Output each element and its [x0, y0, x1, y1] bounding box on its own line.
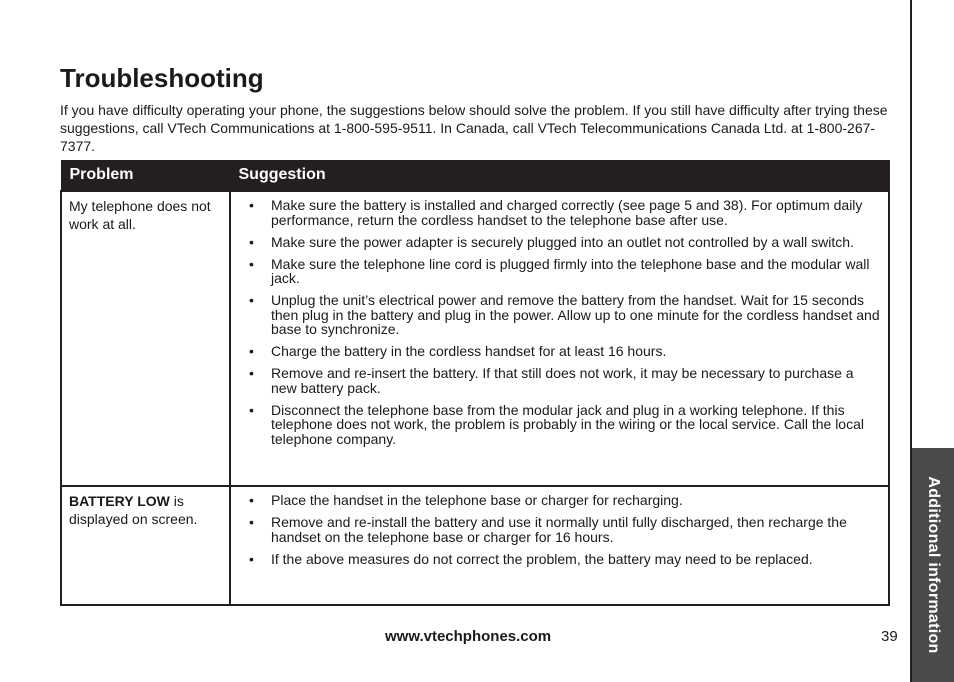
bullet-icon: •: [249, 343, 254, 359]
bullet-icon: •: [249, 514, 254, 530]
bullet-icon: •: [249, 492, 254, 508]
bullet-icon: •: [249, 197, 254, 213]
page-number: 39: [881, 628, 898, 645]
list-item: [231, 235, 882, 250]
list-item: [231, 293, 882, 337]
suggestion-cell: [230, 191, 889, 486]
list-item: [231, 552, 882, 567]
intro-paragraph: If you have difficulty operating your phone, the suggestions below should solve the problem. If you still have difficulty after trying these suggestions, call VTech Communications at 1-800-595-9511. In Canada, call VTech Telecommunications Canada Ltd. at 1-800-267-7377.: [60, 102, 888, 154]
bullet-icon: •: [249, 365, 254, 381]
bullet-icon: •: [249, 550, 254, 567]
table-row: [61, 486, 889, 605]
page-title: Troubleshooting: [60, 63, 264, 93]
header-problem: Problem: [61, 160, 230, 191]
problem-cell: [61, 486, 230, 605]
problem-text: is displayed on screen.: [69, 493, 198, 527]
list-item: [231, 257, 882, 286]
list-item: [231, 493, 882, 508]
suggestion-text: Unplug the unit’s electrical power and remove the battery from the handset. Wait for 15 seconds then plug in the battery and plug in the power. Allow up to one minute for the cordless handset and base to synchronize.: [271, 292, 880, 337]
bullet-icon: •: [249, 233, 254, 250]
suggestion-text: If the above measures do not correct the problem, the battery may need to be replaced.: [271, 550, 813, 567]
footer-website-link[interactable]: www.vtechphones.com: [385, 628, 552, 645]
suggestion-text: Make sure the battery is installed and charged correctly (see page 5 and 38). For optimum daily performance, return the cordless handset to the telephone base after use.: [271, 197, 863, 228]
header-suggestion: Suggestion: [230, 160, 889, 191]
suggestion-text: Remove and re-install the battery and use it normally until fully discharged, then recharge the handset on the telephone base or charger for 16 hours.: [271, 514, 847, 545]
table-row: [61, 191, 889, 486]
suggestion-list: [231, 198, 882, 446]
suggestion-text: Remove and re-insert the battery. If that still does not work, it may be necessary to purchase a new battery pack.: [271, 365, 854, 396]
list-item: [231, 366, 882, 395]
problem-cell: [61, 191, 230, 486]
list-item: [231, 403, 882, 447]
table-header-row: [61, 160, 889, 191]
suggestion-text: Make sure the power adapter is securely plugged into an outlet not controlled by a wall switch.: [271, 233, 854, 250]
suggestion-text: Place the handset in the telephone base or charger for recharging.: [271, 492, 683, 508]
list-item: [231, 344, 882, 359]
side-section-tab: [912, 448, 954, 682]
suggestion-cell: [230, 486, 889, 605]
suggestion-list: [231, 493, 882, 566]
list-item: [231, 198, 882, 227]
troubleshooting-table: [60, 160, 890, 606]
bullet-icon: •: [249, 401, 254, 418]
suggestion-text: Charge the battery in the cordless handset for at least 16 hours.: [271, 343, 667, 359]
list-item: [231, 515, 882, 544]
suggestion-text: Disconnect the telephone base from the modular jack and plug in a working telephone. If this telephone does not work, the problem is probably in the wiring or the local service. Call the local telephone company.: [271, 401, 864, 447]
problem-term: BATTERY LOW: [69, 493, 170, 509]
suggestion-text: Make sure the telephone line cord is plugged firmly into the telephone base and the modular wall jack.: [271, 255, 870, 286]
problem-text: My telephone does not work at all.: [69, 198, 211, 232]
bullet-icon: •: [249, 255, 254, 272]
side-tab-label: Additional information: [925, 476, 942, 654]
bullet-icon: •: [249, 292, 254, 308]
